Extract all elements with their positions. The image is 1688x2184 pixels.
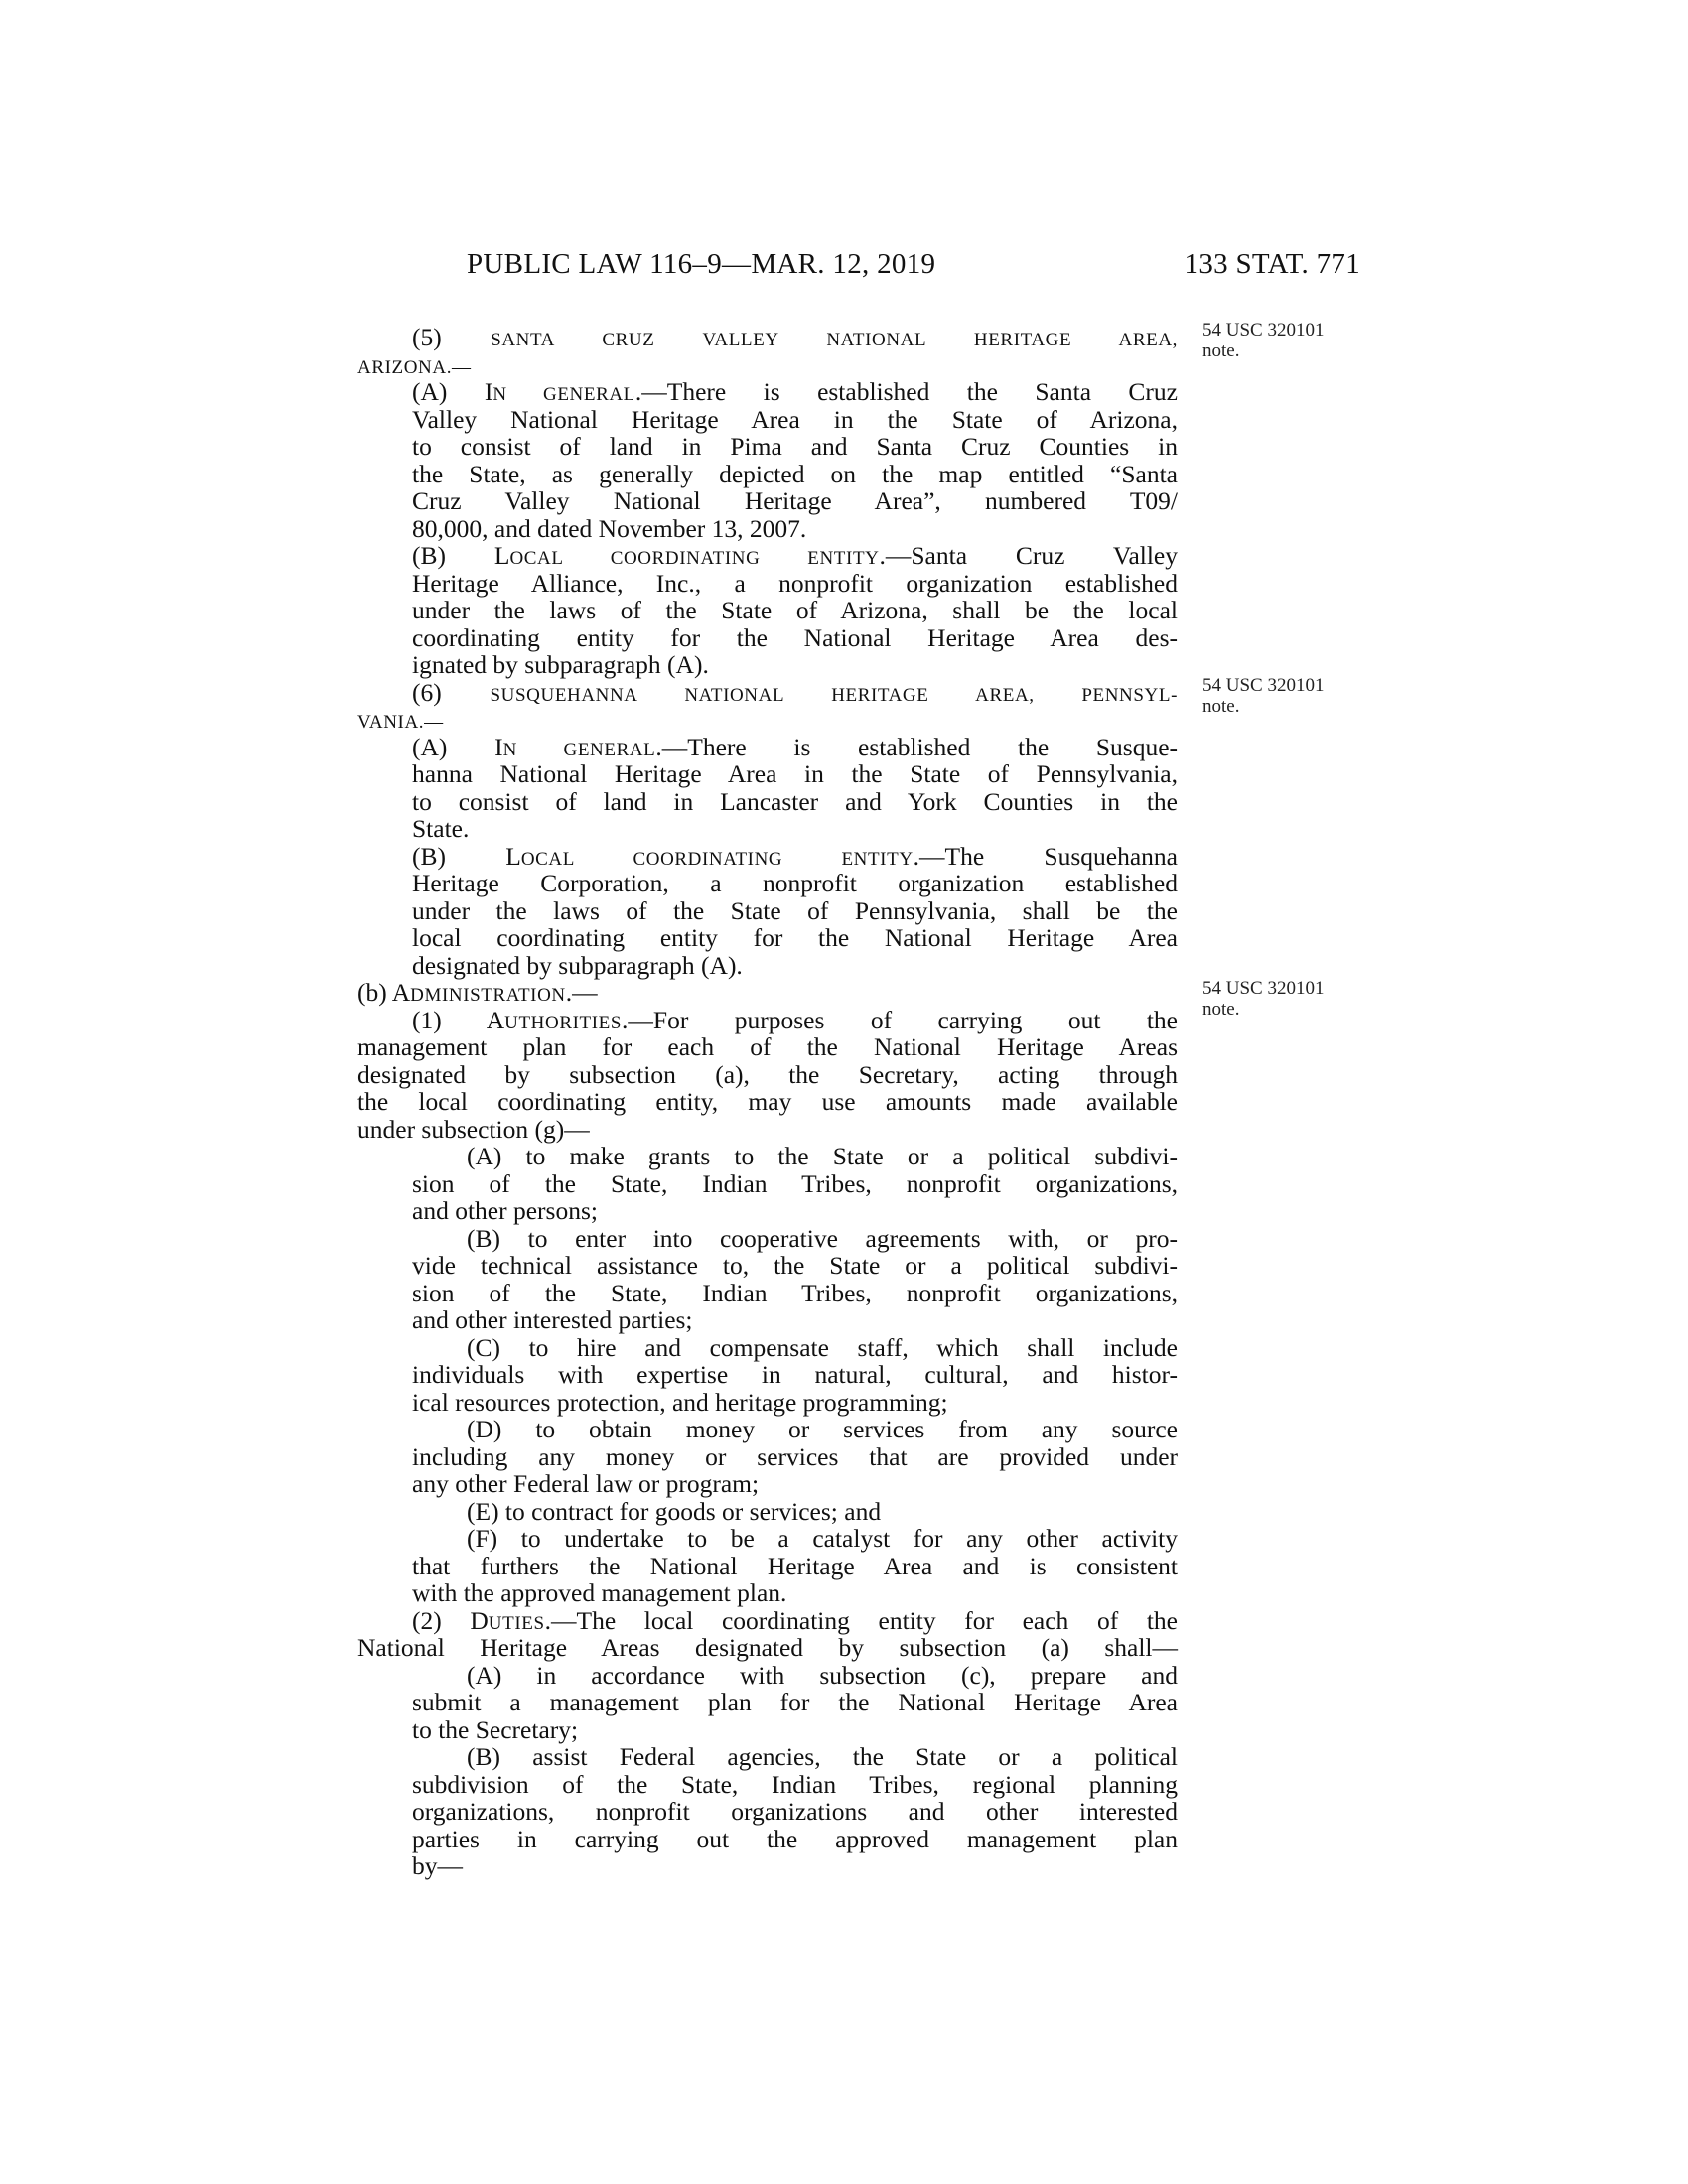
text-line: submit a management plan for the National Heritage Area (412, 1688, 1178, 1716)
text-line: (B) LOCAL COORDINATING ENTITY.—Santa Cruz Valley (412, 541, 1178, 570)
text-line: hanna National Heritage Area in the State of Pennsylvania, (412, 759, 1178, 788)
law-title: PUBLIC LAW 116–9—MAR. 12, 2019 (467, 248, 936, 280)
text-line: (A) in accordance with subsection (c), prepare and (467, 1660, 1178, 1690)
text-line: by— (412, 1851, 463, 1880)
margin-note: 54 USC 320101 note. (1202, 675, 1325, 717)
text-line: (F) to undertake to be a catalyst for any other activity (467, 1524, 1178, 1553)
text-line: that furthers the National Heritage Area and is consistent (412, 1551, 1178, 1580)
text-line: subdivision of the State, Indian Tribes, regional planning (412, 1769, 1178, 1799)
text-line: Heritage Alliance, Inc., a nonprofit organization established (412, 568, 1178, 598)
text-line: designated by subparagraph (A). (412, 950, 743, 980)
text-line: (1) AUTHORITIES.—For purposes of carrying out the (412, 1005, 1178, 1034)
text-line: Valley National Heritage Area in the State of Arizona, (412, 404, 1178, 434)
text-line: including any money or services that are provided under (412, 1441, 1178, 1471)
text-line: VANIA.— (357, 712, 444, 733)
text-line: (A) IN GENERAL.—There is established the Susque- (412, 732, 1179, 761)
text-line: individuals with expertise in natural, cultural, and histor- (412, 1360, 1178, 1389)
text-line: National Heritage Areas designated by subsection (a) shall— (357, 1633, 1178, 1662)
margin-note: 54 USC 320101 note. (1202, 320, 1325, 361)
text-line: under the laws of the State of Arizona, shall be the local (412, 596, 1178, 624)
text-line: ignated by subparagraph (A). (412, 650, 709, 679)
text-line: (A) IN GENERAL.—There is established the Santa Cruz (412, 377, 1178, 406)
text-line: to consist of land in Pima and Santa Cruz Counties in (412, 432, 1178, 461)
text-line: (D) to obtain money or services from any source (467, 1415, 1178, 1443)
text-line: and other persons; (412, 1196, 598, 1225)
text-line: (E) to contract for goods or services; and (467, 1496, 882, 1526)
text-line: organizations, nonprofit organizations and other interested (412, 1797, 1178, 1826)
section-heading: (b) ADMINISTRATION.— (357, 978, 598, 1007)
text-line: under the laws of the State of Pennsylvania, shall be the (412, 895, 1178, 925)
text-line: (B) to enter into cooperative agreements with, or pro- (467, 1223, 1178, 1253)
text-line: (2) DUTIES.—The local coordinating entity for each of the (412, 1605, 1178, 1635)
text-line: (A) to make grants to the State or a political subdivi- (467, 1142, 1178, 1170)
text-line: local coordinating entity for the National Heritage Area (412, 923, 1178, 952)
statute-text (357, 324, 1178, 1880)
text-line: ARIZONA.— (357, 356, 472, 378)
text-line: 80,000, and dated November 13, 2007. (412, 513, 807, 543)
text-line: (6) SUSQUEHANNA NATIONAL HERITAGE AREA, PENNSYL- (412, 677, 1179, 707)
text-line: (C) to hire and compensate staff, which shall include (467, 1332, 1178, 1362)
text-line: sion of the State, Indian Tribes, nonprofit organizations, (412, 1168, 1178, 1198)
text-line: Heritage Corporation, a nonprofit organization established (412, 869, 1178, 897)
text-line: the State, as generally depicted on the map entitled “Santa (412, 459, 1178, 488)
text-line: management plan for each of the National Heritage Areas (357, 1032, 1178, 1061)
text-line: (B) assist Federal agencies, the State or a political (467, 1742, 1178, 1771)
text-line: ical resources protection, and heritage programming; (412, 1387, 948, 1417)
text-line: the local coordinating entity, may use amounts made available (357, 1087, 1178, 1116)
text-line: (B) LOCAL COORDINATING ENTITY.—The Susquehanna (412, 841, 1178, 871)
text-line: designated by subsection (a), the Secretary, acting through (357, 1059, 1178, 1089)
text-line: under subsection (g)— (357, 1114, 590, 1144)
stat-page-number: 133 STAT. 771 (1184, 248, 1360, 280)
text-line: coordinating entity for the National Heritage Area des- (412, 622, 1178, 652)
text-line: sion of the State, Indian Tribes, nonprofit organizations, (412, 1278, 1178, 1307)
text-line: Cruz Valley National Heritage Area”, numbered T09/ (412, 486, 1178, 515)
text-line: any other Federal law or program; (412, 1469, 760, 1498)
margin-note: 54 USC 320101 note. (1202, 978, 1325, 1020)
text-line: (5) SANTA CRUZ VALLEY NATIONAL HERITAGE AREA, (412, 323, 1179, 351)
text-line: vide technical assistance to, the State or a political subdivi- (412, 1251, 1178, 1280)
text-line: parties in carrying out the approved management plan (412, 1824, 1178, 1853)
text-line: to consist of land in Lancaster and York Counties in the (412, 786, 1178, 816)
page-header (467, 248, 1360, 288)
text-line: and other interested parties; (412, 1305, 693, 1334)
text-line: with the approved management plan. (412, 1578, 787, 1607)
text-line: State. (412, 814, 470, 843)
text-line: to the Secretary; (412, 1714, 579, 1744)
